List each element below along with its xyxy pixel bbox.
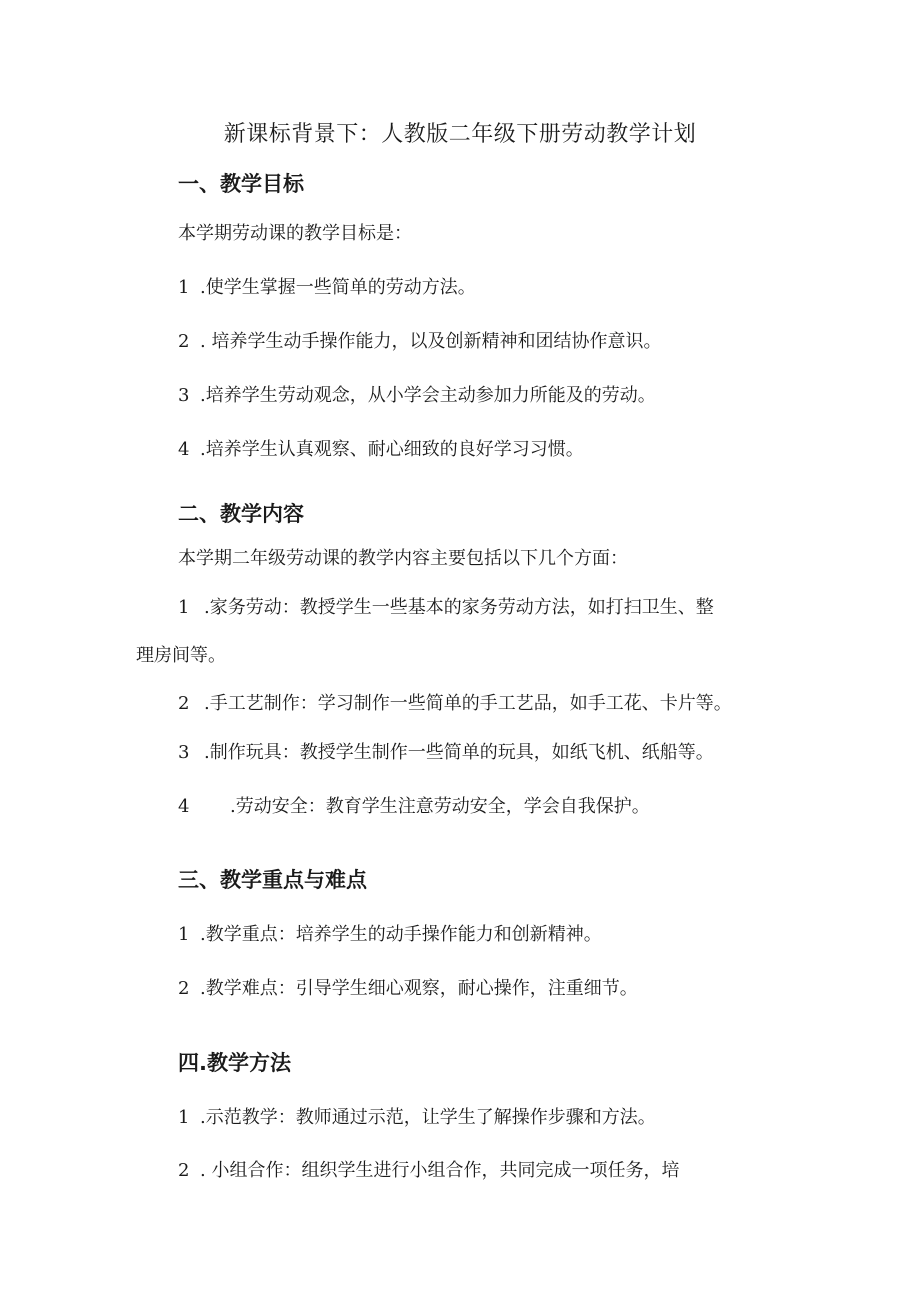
item-number: 3 xyxy=(178,742,190,763)
item-number: 2 xyxy=(178,1160,190,1181)
item-number: 4 xyxy=(178,796,190,817)
section-intro-goals: 本学期劳动课的教学目标是： xyxy=(178,223,412,244)
method-item-1 xyxy=(178,1104,656,1132)
section-heading-goals: 一、教学目标 xyxy=(178,172,304,196)
item-text: .手工艺制作：学习制作一些简单的手工艺品，如手工花、卡片等。 xyxy=(204,693,732,714)
goal-item-2 xyxy=(178,328,661,356)
goal-item-1 xyxy=(178,274,476,302)
item-text: .培养学生认真观察、耐心细致的良好学习习惯。 xyxy=(200,439,584,460)
goal-item-4 xyxy=(178,436,584,464)
method-item-2 xyxy=(178,1157,679,1185)
item-text: .制作玩具：教授学生制作一些简单的玩具，如纸飞机、纸船等。 xyxy=(204,742,714,763)
item-number: 1 xyxy=(178,277,190,298)
content-item-1-continuation: 理房间等。 xyxy=(136,645,226,666)
content-item-2 xyxy=(178,690,732,718)
item-number: 4 xyxy=(178,439,190,460)
content-item-3 xyxy=(178,739,714,767)
item-number: 2 xyxy=(178,693,190,714)
item-number: 1 xyxy=(178,1107,190,1128)
item-text: .教学难点：引导学生细心观察，耐心操作，注重细节。 xyxy=(200,978,638,999)
item-text: . 小组合作：组织学生进行小组合作，共同完成一项任务，培 xyxy=(200,1160,680,1181)
item-text: .使学生掌握一些简单的劳动方法。 xyxy=(200,277,476,298)
key-point-item-2 xyxy=(178,975,638,1003)
section-heading-methods: 四.教学方法 xyxy=(178,1051,291,1075)
content-item-1 xyxy=(178,594,714,622)
item-number: 2 xyxy=(178,978,190,999)
document-title: 新课标背景下：人教版二年级下册劳动教学计划 xyxy=(223,122,697,147)
item-number: 2 xyxy=(178,331,190,352)
item-text: .家务劳动：教授学生一些基本的家务劳动方法，如打扫卫生、整 xyxy=(204,597,714,618)
content-item-4 xyxy=(178,793,650,821)
section-heading-content: 二、教学内容 xyxy=(178,502,304,526)
item-text: .示范教学：教师通过示范，让学生了解操作步骤和方法。 xyxy=(200,1107,656,1128)
item-text: .教学重点：培养学生的动手操作能力和创新精神。 xyxy=(200,924,602,945)
goal-item-3 xyxy=(178,382,656,410)
item-text: . 培养学生动手操作能力，以及创新精神和团结协作意识。 xyxy=(200,331,662,352)
item-text: .培养学生劳动观念，从小学会主动参加力所能及的劳动。 xyxy=(200,385,656,406)
item-number: 3 xyxy=(178,385,190,406)
item-number: 1 xyxy=(178,597,190,618)
section-intro-content: 本学期二年级劳动课的教学内容主要包括以下几个方面： xyxy=(178,548,628,569)
section-heading-key-points: 三、教学重点与难点 xyxy=(178,868,367,892)
key-point-item-1 xyxy=(178,921,602,949)
item-text: .劳动安全：教育学生注意劳动安全，学会自我保护。 xyxy=(230,796,650,817)
item-number: 1 xyxy=(178,924,190,945)
